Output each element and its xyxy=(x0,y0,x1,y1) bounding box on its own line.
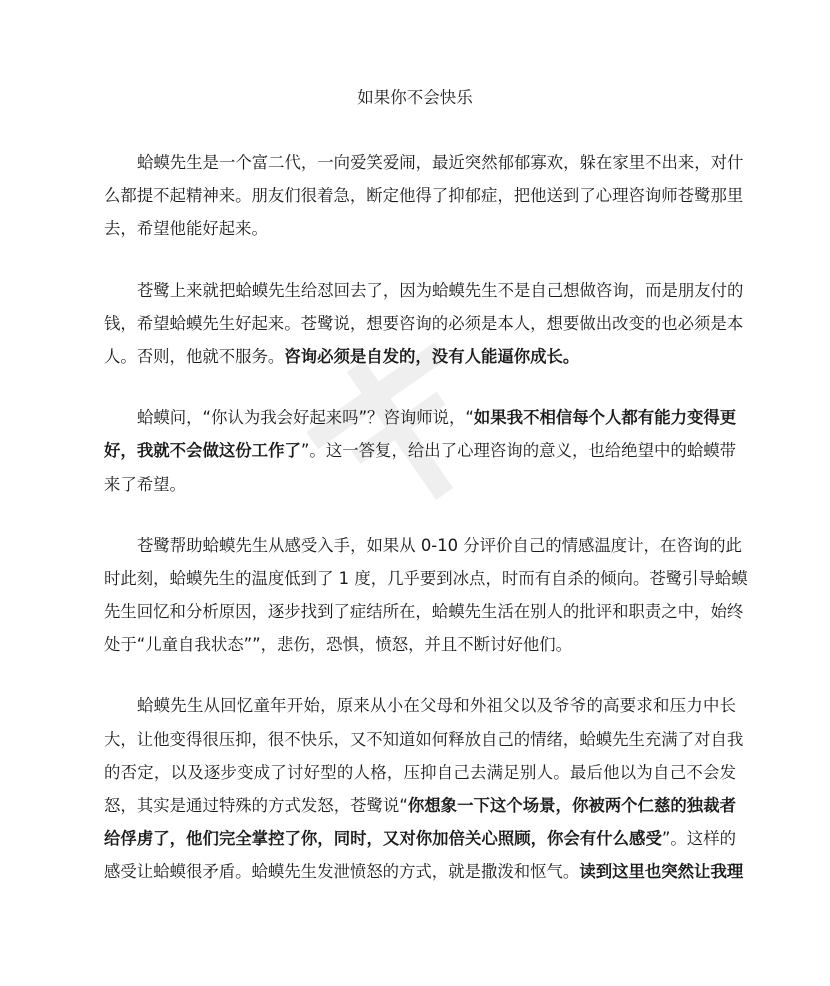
paragraph xyxy=(104,689,744,888)
text-line xyxy=(104,307,744,340)
text: ”。这一答复，给出了心理咨询的意义，也给绝望中的蛤蟆带 xyxy=(300,441,737,461)
text-line xyxy=(104,529,742,562)
text: 怒，其实是通过特殊的方式发怒，苍鹭说“ xyxy=(104,796,408,815)
paragraph xyxy=(104,274,744,374)
bold-text: 如果我不相信每个人都有能力变得更 xyxy=(473,408,737,428)
text: 人。否则，他就不服务。 xyxy=(104,346,285,366)
text-line xyxy=(104,628,736,661)
text-line xyxy=(104,146,744,179)
paragraph xyxy=(104,401,736,501)
text-line xyxy=(104,401,736,434)
text-line xyxy=(104,562,748,595)
bold-text: 咨询必须是自发的，没有人能逼你成长。 xyxy=(284,346,580,366)
text-line xyxy=(104,822,736,855)
text: 时此刻，蛤蟆先生的温度低到了 1 度，几乎要到冰点，时而有自杀的倾向。苍鹭引导蛤蟆 xyxy=(104,568,748,588)
bold-text: 读到这里也突然让我理 xyxy=(579,862,744,882)
text: 的否定，以及逐步变成了讨好型的人格，压抑自己去满足别人。最后他以为自己不会发 xyxy=(104,762,736,782)
text-line xyxy=(104,179,744,212)
text: 苍鹭帮助蛤蟆先生从感受入手，如果从 0-10 分评价自己的情感温度计，在咨询的此 xyxy=(137,535,742,555)
text: 么都提不起精神来。朋友们很着急，断定他得了抑郁症，把他送到了心理咨询师苍鹭那里 xyxy=(104,186,744,206)
bold-text: 你想象一下这个场景，你被两个仁慈的独裁者 xyxy=(407,796,737,815)
paragraph xyxy=(104,146,744,246)
text-line xyxy=(104,434,736,467)
text: 蛤蟆先生是一个富二代，一向爱笑爱闹，最近突然郁郁寡欢，躲在家里不出来，对什 xyxy=(137,153,744,172)
text: 去，希望他能好起来。 xyxy=(104,219,268,239)
text-line xyxy=(104,212,736,245)
text: ”。这样的 xyxy=(661,829,736,849)
text-line xyxy=(104,595,744,628)
text-line xyxy=(104,468,736,501)
text-line xyxy=(104,340,736,373)
document-title: 如果你不会快乐 xyxy=(357,88,473,107)
text: 感受让蛤蟆很矛盾。蛤蟆先生发泄愤怒的方式，就是撒泼和怄气。 xyxy=(104,862,580,882)
paragraph xyxy=(104,529,748,662)
text-line xyxy=(104,689,736,722)
bold-text: 好，我就不会做这份工作了 xyxy=(104,441,301,461)
document-body xyxy=(104,146,748,917)
text: 处于“儿童自我状态””，悲伤，恐惧，愤怒，并且不断讨好他们。 xyxy=(104,635,573,655)
text-line xyxy=(104,855,744,888)
text-line xyxy=(104,789,736,822)
text-line xyxy=(104,274,744,307)
text: 来了希望。 xyxy=(104,474,186,494)
text-line xyxy=(104,756,736,789)
text: 苍鹭上来就把蛤蟆先生给怼回去了，因为蛤蟆先生不是自己想做咨询，而是朋友付的 xyxy=(137,280,744,300)
text: 蛤蟆先生从回忆童年开始，原来从小在父母和外祖父以及爷爷的高要求和压力中长 xyxy=(137,696,736,716)
text: 先生回忆和分析原因，逐步找到了症结所在，蛤蟆先生活在别人的批评和职责之中，始终 xyxy=(104,602,744,622)
bold-text: 给俘虏了，他们完全掌控了你，同时，又对你加倍关心照顾，你会有什么感受 xyxy=(104,829,662,849)
text: 蛤蟆问，“你认为我会好起来吗”？咨询师说，“ xyxy=(137,408,474,428)
text: 钱，希望蛤蟆先生好起来。苍鹭说，想要咨询的必须是本人，想要做出改变的也必须是本 xyxy=(104,313,744,333)
text-line xyxy=(104,723,744,756)
text: 大，让他变得很压抑，很不快乐，又不知道如何释放自己的情绪，蛤蟆先生充满了对自我 xyxy=(104,729,744,749)
